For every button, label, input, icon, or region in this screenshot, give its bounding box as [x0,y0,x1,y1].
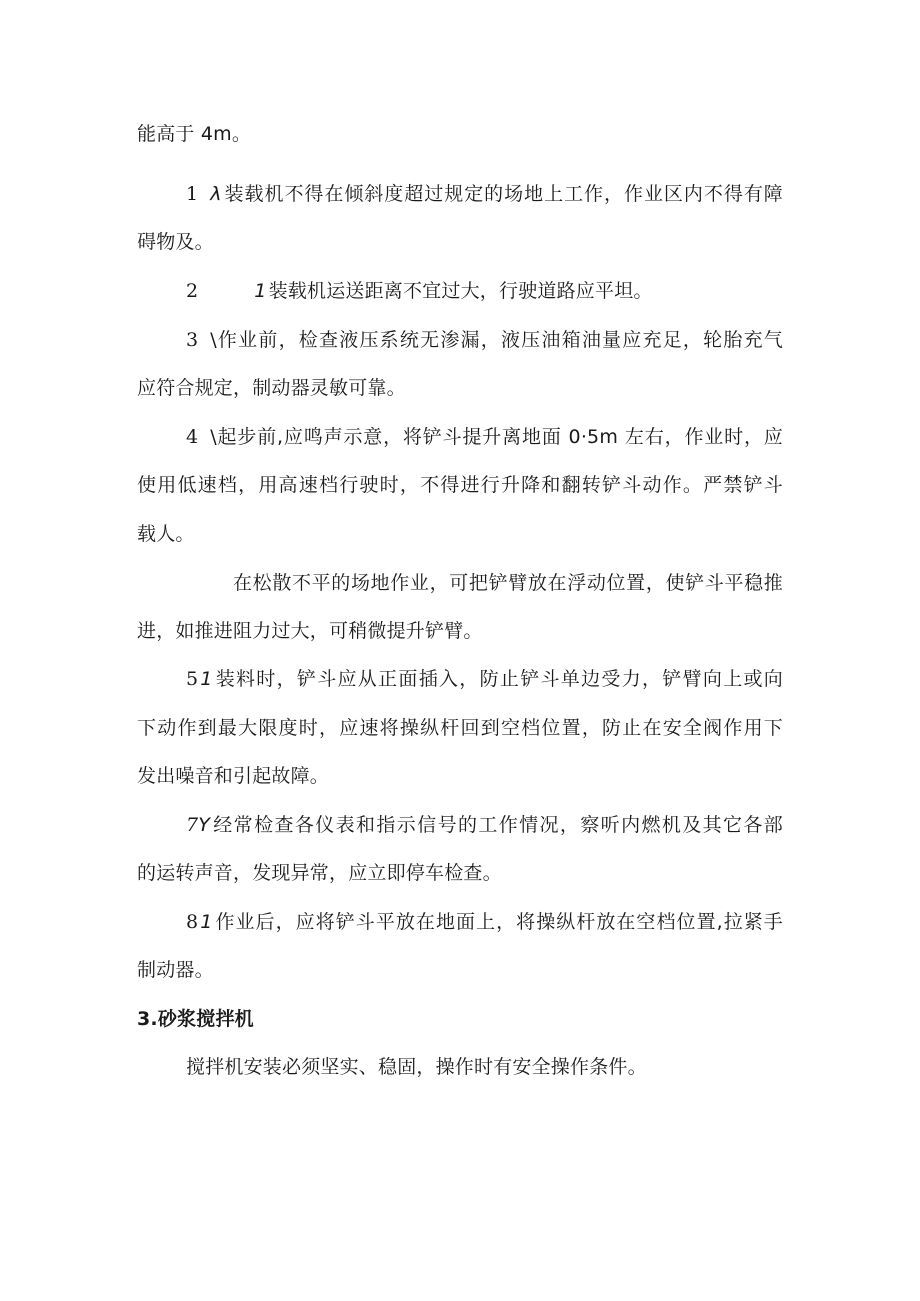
paragraph-text: 搅拌机安装必须坚实、稳固，操作时有安全操作条件。 [186,1056,647,1078]
item-marker: \ [210,329,217,351]
item-number: 2 [186,280,199,302]
paragraph-text: 作业后，应将铲斗平放在地面上，将操纵杆放在空档位置,拉紧手 [214,911,783,933]
paragraph-text: 能高于 4m。 [137,123,252,145]
item-number: 1 [186,183,199,205]
paragraph-text: 载人。 [137,523,195,545]
paragraph-text: 的运转声音，发现异常，应立即停车检查。 [137,862,502,884]
paragraph-text: 碍物及。 [137,231,214,253]
text-line [137,958,214,982]
section-heading [137,1007,254,1031]
item-marker: 1 [200,668,213,690]
paragraph-text: 装载机运送距离不宜过大，行驶道路应平坦。 [268,280,653,302]
paragraph-text: 制动器。 [137,959,214,981]
paragraph-text: 进，如推进阻力过大，可稍微提升铲臂。 [137,620,483,642]
paragraph-text: 经常检查各仪表和指示信号的工作情况，察听内燃机及其它各部 [212,814,783,836]
paragraph-text: 作业前，检查液压系统无渗漏，液压油箱油量应充足，轮胎充气 [216,329,783,351]
item-number: 3 [186,329,199,351]
paragraph-text: 在松散不平的场地作业，可把铲臂放在浮动位置，使铲斗平稳推 [233,572,783,594]
text-line [137,716,783,740]
paragraph-text: 装料时，铲斗应从正面插入，防止铲斗单边受力，铲臂向上或向 [214,668,783,690]
paragraph-text: 使用低速档，用高速档行驶时，不得进行升降和翻转铲斗动作。严禁铲斗 [137,474,783,496]
item-marker: 1 [200,911,213,933]
item-number: 5 [186,668,199,690]
text-line [137,122,251,146]
numbered-item-4 [186,425,783,449]
section-heading-text: 3.砂浆搅拌机 [137,1008,254,1030]
numbered-item-5 [186,667,783,691]
text-line [137,861,502,885]
paragraph-first-line [233,571,783,595]
numbered-item-3 [186,328,783,352]
text-line [137,619,483,643]
numbered-item-2 [186,279,653,303]
numbered-item-7 [186,813,783,837]
section-paragraph [186,1055,647,1079]
paragraph-text: 发出噪音和引起故障。 [137,765,330,787]
item-marker: λ [210,183,222,205]
item-marker: 1 [254,280,267,302]
numbered-item-1 [186,182,783,206]
text-line [137,764,329,788]
paragraph-text: 应符合规定，制动器灵敏可靠。 [137,377,406,399]
text-line [137,230,214,254]
text-line [137,522,195,546]
paragraph-text: 下动作到最大限度时，应速将操纵杆回到空档位置，防止在安全阀作用下 [137,717,783,739]
numbered-item-8 [186,910,783,934]
item-marker: \ [210,426,217,448]
item-marker: Y [198,814,211,836]
item-number: 8 [186,911,199,933]
item-number: 7 [186,814,199,836]
text-line [137,473,783,497]
item-number: 4 [186,426,199,448]
text-line [137,376,406,400]
paragraph-text: 起步前,应鸣声示意，将铲斗提升离地面 0·5m 左右，作业时，应 [216,426,783,448]
paragraph-text: 装载机不得在倾斜度超过规定的场地上工作，作业区内不得有障 [223,183,783,205]
